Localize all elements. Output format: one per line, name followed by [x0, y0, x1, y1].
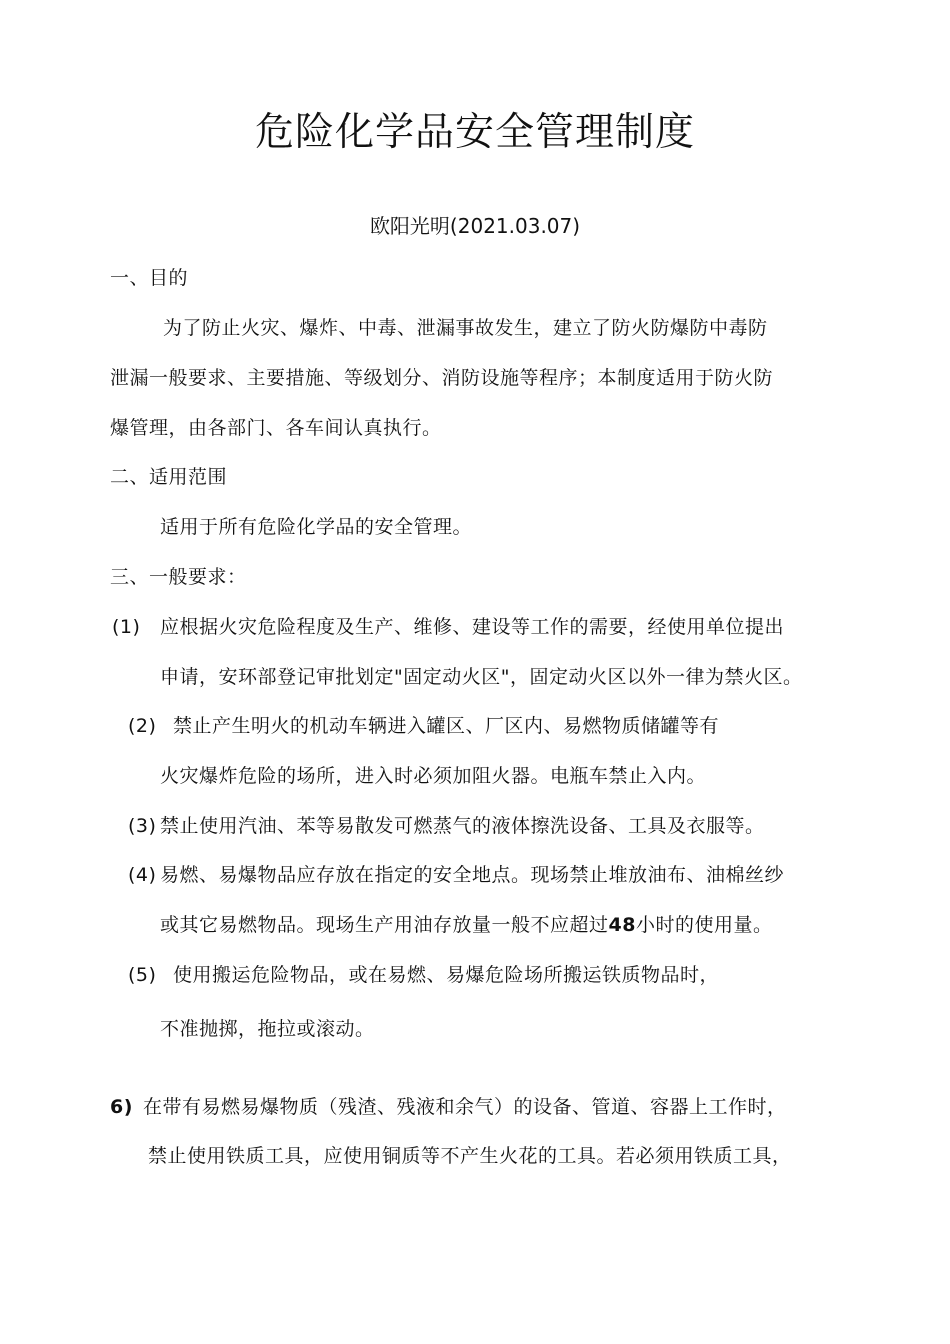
list-marker: (4) — [128, 864, 157, 886]
paragraph-line: 爆管理，由各部门、各车间认真执行。 — [110, 417, 442, 439]
list-item-line: 火灾爆炸危险的场所，进入时必须加阻火器。电瓶车禁止入内。 — [160, 765, 707, 787]
list-item-line: 禁止使用汽油、苯等易散发可燃蒸气的液体擦洗设备、工具及衣服等。 — [160, 815, 765, 837]
list-item-text: 或其它易燃物品。现场生产用油存放量一般不应超过 — [160, 914, 609, 936]
list-marker: (3) — [128, 815, 157, 837]
document-title: 危险化学品安全管理制度 — [254, 110, 695, 155]
list-item-line: 使用搬运危险物品，或在易燃、易爆危险场所搬运铁质物品时， — [173, 964, 720, 986]
section-heading-scope: 二、适用范围 — [110, 466, 228, 488]
list-item-line: 禁止产生明火的机动车辆进入罐区、厂区内、易燃物质储罐等有 — [173, 715, 720, 737]
section-heading-requirements: 三、一般要求： — [110, 566, 247, 588]
list-item-line: 在带有易燃易爆物质（残渣、残液和余气）的设备、管道、容器上工作时， — [143, 1096, 787, 1118]
paragraph-line: 为了防止火灾、爆炸、中毒、泄漏事故发生，建立了防火防爆防中毒防 — [163, 317, 768, 339]
list-marker: (1) — [112, 616, 141, 638]
list-marker: (5) — [128, 964, 157, 986]
list-item-line: 禁止使用铁质工具，应使用铜质等不产生火花的工具。若必须用铁质工具， — [148, 1145, 792, 1167]
list-item-text: 小时的使用量。 — [635, 914, 773, 936]
author-date: 欧阳光明(2021.03.07) — [369, 214, 581, 238]
list-marker: 6) — [110, 1096, 133, 1118]
paragraph-line: 适用于所有危险化学品的安全管理。 — [160, 516, 473, 538]
list-marker: (2) — [128, 715, 157, 737]
hours-value: 48 — [608, 914, 636, 936]
list-item-line: 不准抛掷，拖拉或滚动。 — [160, 1018, 375, 1040]
paragraph-line: 泄漏一般要求、主要措施、等级划分、消防设施等程序；本制度适用于防火防 — [110, 367, 774, 389]
section-heading-purpose: 一、目的 — [110, 267, 189, 289]
list-item-line — [160, 913, 772, 937]
list-item-line: 申请，安环部登记审批划定"固定动火区"，固定动火区以外一律为禁火区。 — [160, 666, 803, 688]
list-item-line: 易燃、易爆物品应存放在指定的安全地点。现场禁止堆放油布、油棉丝纱 — [160, 864, 785, 886]
list-item-line: 应根据火灾危险程度及生产、维修、建设等工作的需要，经使用单位提出 — [160, 616, 785, 638]
